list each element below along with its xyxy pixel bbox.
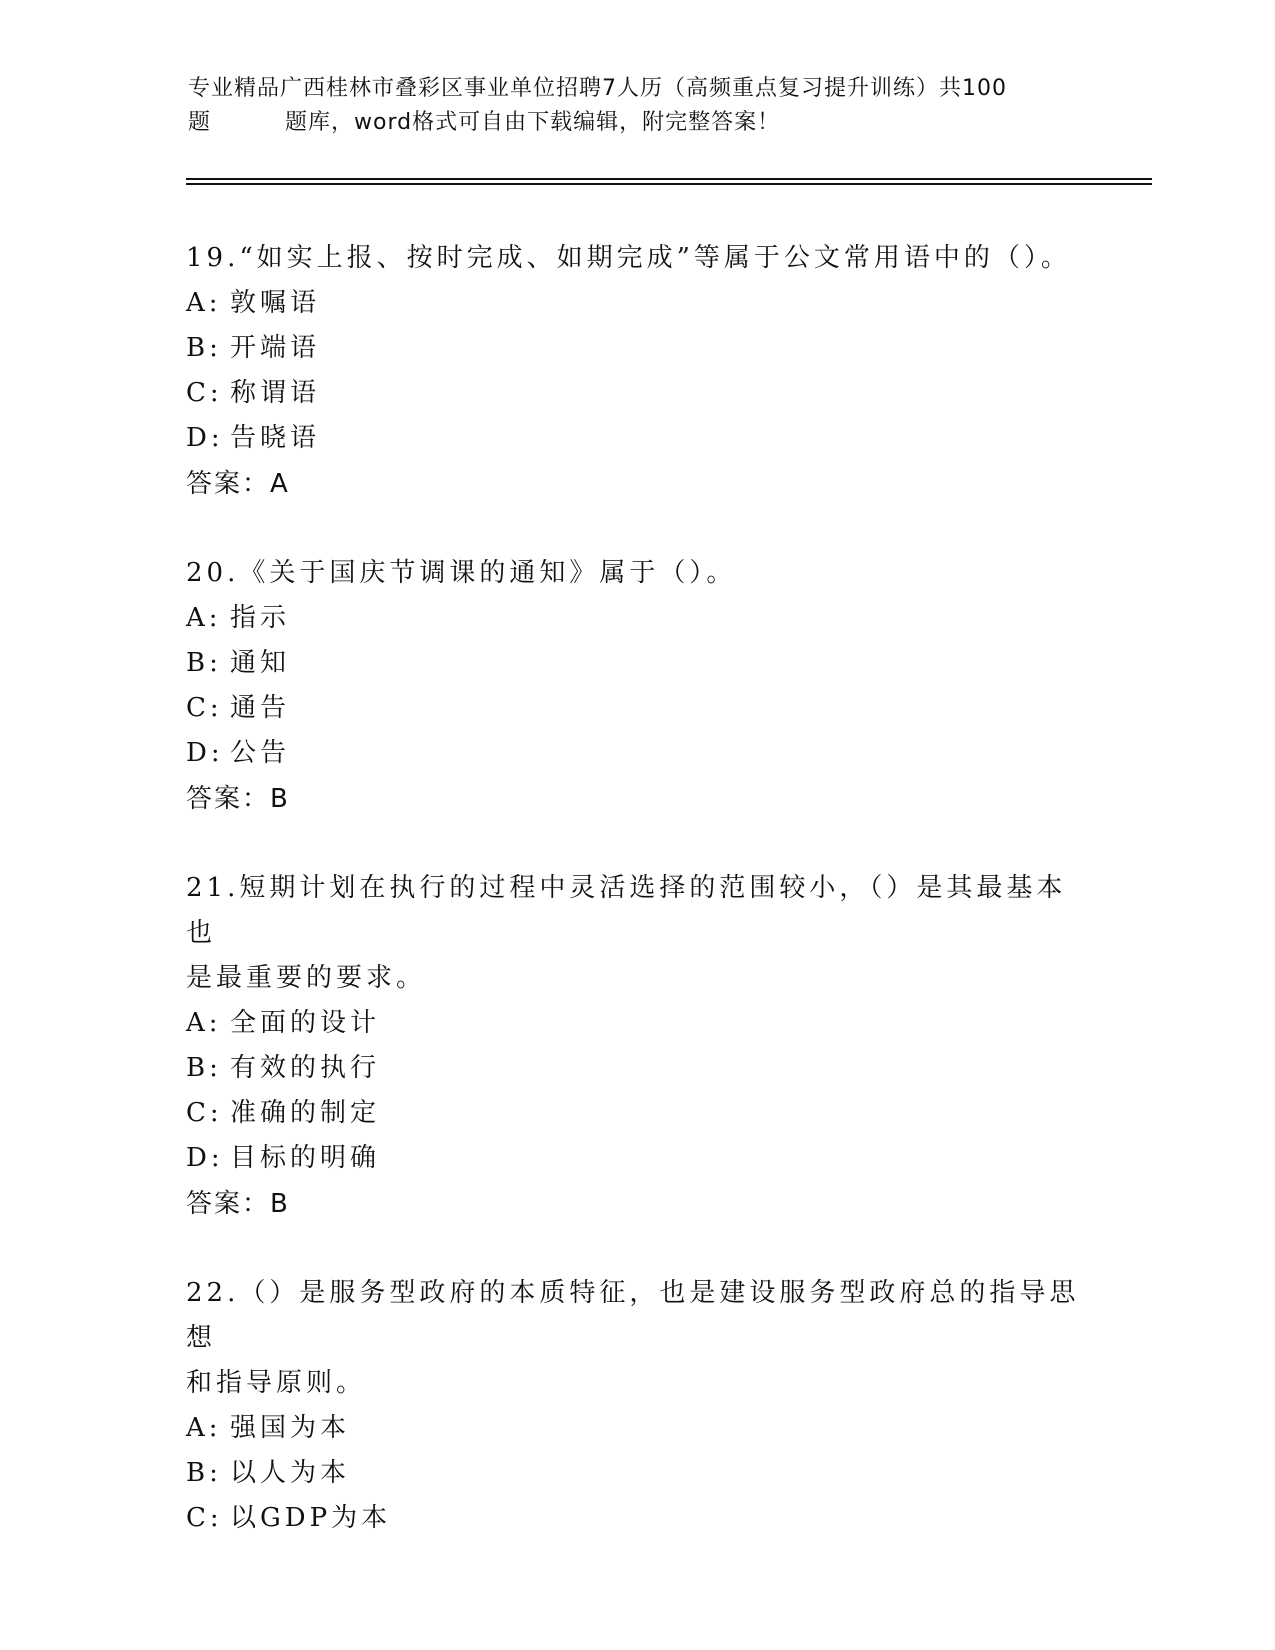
question-block: [186, 1271, 1086, 1541]
header-title-line-1: 专业精品广西桂林市叠彩区事业单位招聘7人历（高频重点复习提升训练）共100: [188, 76, 1007, 101]
header-title-line-2: [188, 106, 1088, 140]
option-letter: D:: [186, 423, 224, 453]
option-text: 以人为本: [230, 1458, 351, 1488]
option-d: [186, 416, 1086, 461]
option-letter: C:: [186, 1098, 223, 1128]
option-a: [186, 1406, 1086, 1451]
option-letter: C:: [186, 378, 223, 408]
option-text: 以GDP为本: [230, 1503, 392, 1533]
option-c: [186, 1091, 1086, 1136]
question-stem-line: 22.（）是服务型政府的本质特征，也是建设服务型政府总的指导思想: [186, 1278, 1080, 1353]
option-text: 开端语: [230, 333, 321, 363]
option-text: 敦嘱语: [230, 288, 321, 318]
question-block: [186, 551, 1086, 822]
option-d: [186, 731, 1086, 776]
option-letter: A:: [186, 1413, 222, 1443]
option-b: [186, 1451, 1086, 1496]
header-line-2-head: 题: [188, 110, 212, 135]
option-b: [186, 1046, 1086, 1091]
question-block: [186, 236, 1086, 507]
option-letter: A:: [186, 288, 222, 318]
answer-line: 答案：B: [186, 1189, 290, 1219]
option-text: 告晓语: [230, 423, 321, 453]
option-text: 目标的明确: [230, 1143, 381, 1173]
option-letter: A:: [186, 603, 222, 633]
option-c: [186, 371, 1086, 416]
question-stem-line: 19.“如实上报、按时完成、如期完成”等属于公文常用语中的（）。: [186, 243, 1071, 273]
question-stem-line: 是最重要的要求。: [186, 963, 427, 993]
option-a: [186, 1001, 1086, 1046]
answer-line: 答案：A: [186, 469, 290, 499]
option-letter: B:: [186, 333, 222, 363]
option-a: [186, 596, 1086, 641]
option-c: [186, 686, 1086, 731]
option-a: [186, 281, 1086, 326]
option-text: 有效的执行: [230, 1053, 381, 1083]
option-b: [186, 641, 1086, 686]
option-letter: C:: [186, 693, 223, 723]
header-rule-bottom: [186, 183, 1152, 185]
header-line-2-tail: 题库，word格式可自由下载编辑，附完整答案！: [285, 110, 781, 135]
option-text: 通告: [230, 693, 291, 723]
header-rule-top: [186, 178, 1152, 180]
option-c: [186, 1496, 1086, 1541]
option-b: [186, 326, 1086, 371]
question-stem-line: 20.《关于国庆节调课的通知》属于（）。: [186, 558, 737, 588]
document-header: [188, 72, 1088, 140]
option-letter: D:: [186, 1143, 224, 1173]
answer-line: 答案：B: [186, 784, 290, 814]
option-text: 通知: [230, 648, 291, 678]
option-letter: B:: [186, 1458, 222, 1488]
option-text: 公告: [230, 738, 291, 768]
option-d: [186, 1136, 1086, 1181]
option-letter: B:: [186, 648, 222, 678]
option-letter: D:: [186, 738, 224, 768]
option-text: 称谓语: [230, 378, 321, 408]
option-text: 全面的设计: [230, 1008, 381, 1038]
option-letter: C:: [186, 1503, 223, 1533]
option-text: 强国为本: [230, 1413, 351, 1443]
question-stem-line: 21.短期计划在执行的过程中灵活选择的范围较小，（）是其最基本也: [186, 873, 1067, 948]
option-letter: B:: [186, 1053, 222, 1083]
option-text: 指示: [230, 603, 291, 633]
question-list: [186, 236, 1086, 1541]
option-letter: A:: [186, 1008, 222, 1038]
question-block: [186, 866, 1086, 1227]
option-text: 准确的制定: [230, 1098, 381, 1128]
question-stem-line: 和指导原则。: [186, 1368, 367, 1398]
